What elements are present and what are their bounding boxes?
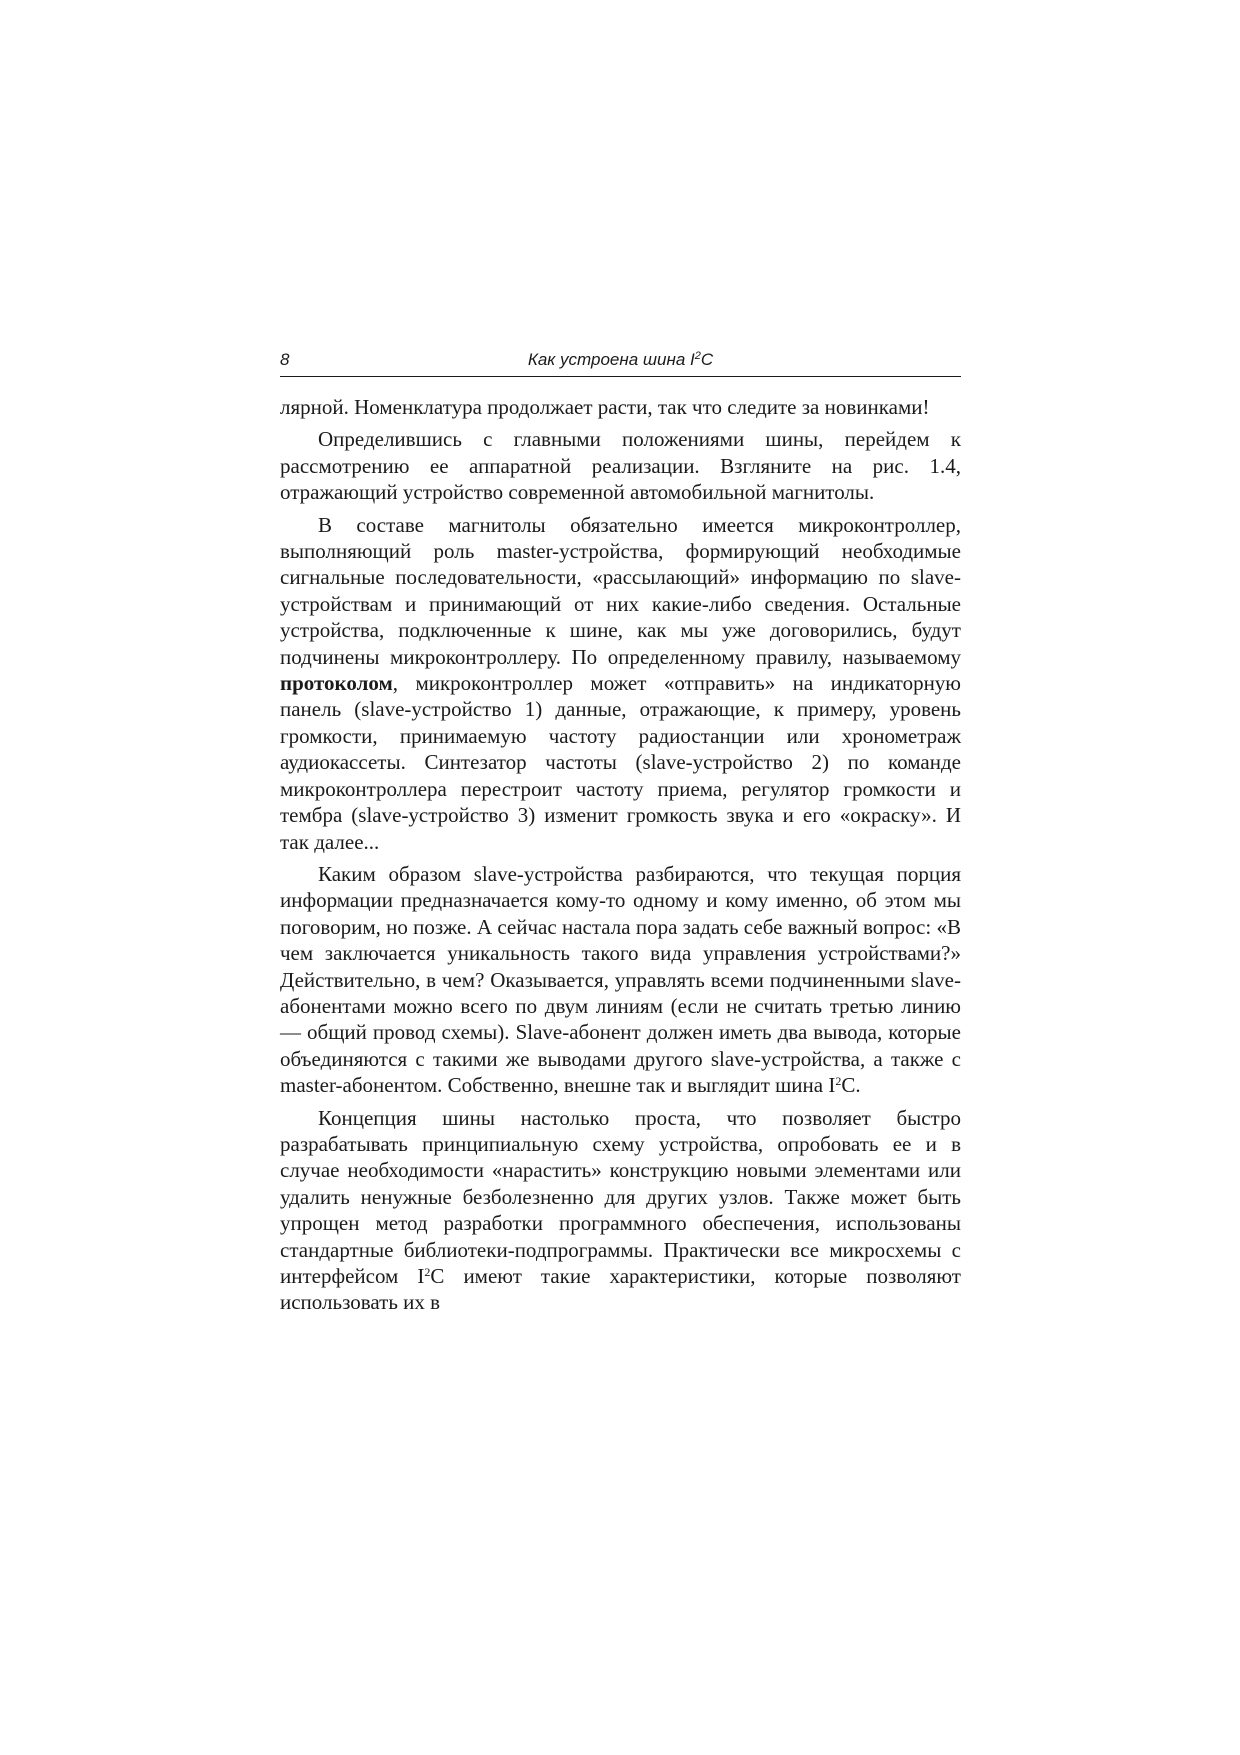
running-title-end: C	[700, 350, 714, 369]
paragraph-4	[280, 861, 961, 1099]
running-title	[280, 350, 961, 370]
paragraph-3-text-end: , микроконтроллер может «отправить» на индикаторную панель (slave-устройство 1) данные, отражающие, к примеру, уровень громкости, принимаемую частоту радиостанции или хронометраж аудиокассеты. Синтезатор частоты (slave-устройство 2) по команде микроконтроллера перестроит частоту приема, регулятор громкости и тембра (slave-устройство 3) изменит громкость звука и его «окраску». И так далее...	[280, 671, 961, 854]
paragraph-5-text-start: Концепция шины настолько проста, что позволяет быстро разрабатывать принципиальную схему устройства, опробовать ее и в случае необходимости «нарастить» конструкцию новыми элементами или удалить ненужные безболезненно для других узлов. Также может быть упрощен метод разработки программного обеспечения, использованы стандартные библиотеки-подпрограммы. Практически все микросхемы с интерфейсом I	[280, 1105, 961, 1288]
paragraph-2-text: Определившись с главными положениями шины, перейдем к рассмотрению ее аппаратной реализации. Взгляните на рис. 1.4, отражающий устройство современной автомобильной магнитолы.	[280, 427, 961, 505]
paragraph-3	[280, 512, 961, 855]
running-head	[280, 348, 961, 377]
running-title-text: Как устроена шина I	[527, 350, 695, 369]
paragraph-4-superscript: 2	[835, 1074, 842, 1089]
paragraph-5-superscript: 2	[424, 1265, 431, 1279]
paragraph-5	[280, 1105, 961, 1316]
paragraph-1	[280, 394, 961, 420]
running-title-superscript: 2	[694, 350, 701, 362]
paragraph-3-text-start: В составе магнитолы обязательно имеется микроконтроллер, выполняющий роль master-устройства, формирующий необходимые сигнальные последовательности, «рассылающий» информацию по slave-устройствам и принимающий от них какие-либо сведения. Остальные устройства, подключенные к шине, как мы уже договорились, будут подчинены микроконтроллеру. По определенному правилу, называемому	[280, 512, 961, 669]
paragraph-5-text-end: C имеют такие характеристики, которые позволяют использовать их в	[280, 1264, 961, 1315]
paragraph-4-text-start: Каким образом slave-устройства разбираются, что текущая порция информации предназначается кому-то одному и кому именно, об этом мы поговорим, но позже. А сейчас настала пора задать себе важный вопрос: «В чем заключается уникальность такого вида управления устройствами?» Действительно, в чем? Оказывается, управлять всеми подчиненными slave-абонентами можно всего по двум линиям (если не считать третью линию — общий провод схемы). Slave-абонент должен иметь два вывода, которые объединяются с такими же выводами другого slave-устройства, а также с master-абонентом. Собственно, внешне так и выглядит шина I	[280, 861, 961, 1098]
page-number: 8	[280, 350, 290, 369]
paragraph-1-text: лярной. Номенклатура продолжает расти, так что следите за новинками!	[280, 395, 930, 419]
body-text	[280, 394, 961, 1322]
paragraph-2	[280, 426, 961, 505]
term-protocol: протоколом	[280, 671, 393, 696]
paragraph-4-text-end: C.	[841, 1073, 861, 1098]
